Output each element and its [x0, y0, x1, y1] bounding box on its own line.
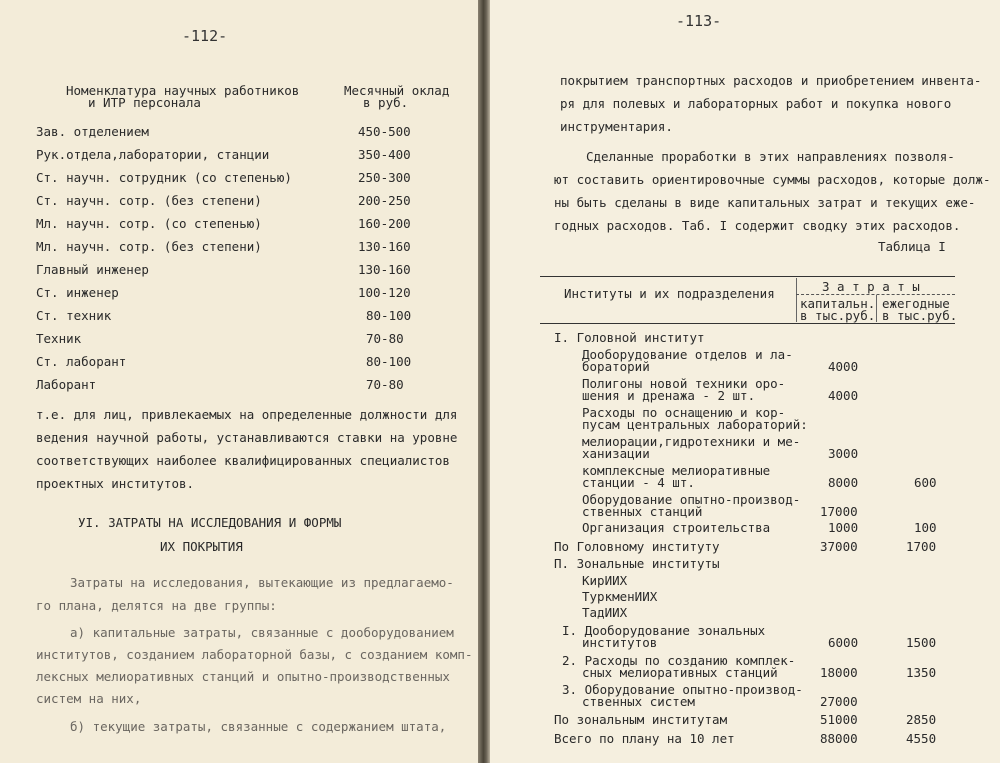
position-cell: Ст. техник — [36, 308, 112, 323]
capital-cell: 8000 — [828, 475, 859, 490]
salary-cell: 160-200 — [358, 216, 411, 231]
body-line: институтов, созданием лабораторной базы, с созданием комп- — [36, 647, 473, 662]
capital-cell: 51000 — [820, 712, 858, 727]
table-row-label: пусам центральных лабораторий: — [582, 417, 808, 432]
table-row-label: ственных станций — [582, 504, 703, 519]
annual-cell: 2850 — [906, 712, 937, 727]
position-cell: Рук.отдела,лаборатории, станции — [36, 147, 270, 162]
position-cell: Мл. научн. сотр. (со степенью) — [36, 216, 262, 231]
salary-cell: 200-250 — [358, 193, 411, 208]
table-row-label: станции - 4 шт. — [582, 475, 695, 490]
capital-cell: 17000 — [820, 504, 858, 519]
table-top-rule — [540, 276, 955, 277]
salary-cell: 130-160 — [358, 262, 411, 277]
section-title-2: ИХ ПОКРЫТИЯ — [160, 539, 243, 554]
body-line: лексных мелиоративных станций и опытно-производственных — [36, 669, 450, 684]
annual-cell: 4550 — [906, 731, 937, 746]
table-row-label: Дооборудование отделов и ла- — [582, 347, 793, 362]
table-row-label: Полигоны новой техники оро- — [582, 376, 786, 391]
capital-cell: 4000 — [828, 359, 859, 374]
annual-cell: 100 — [914, 520, 937, 535]
table-row-label: ственных систем — [582, 694, 695, 709]
body-line: систем на них, — [36, 691, 142, 706]
capital-cell: 6000 — [828, 635, 859, 650]
table-row-label: Оборудование опытно-производ- — [582, 492, 801, 507]
table-header-salary-2: в руб. — [363, 95, 409, 110]
capital-cell: 4000 — [828, 388, 859, 403]
body-line: а) капитальные затраты, связанные с дооборудованием — [70, 625, 454, 640]
table-row-label: ТуркменИИХ — [582, 589, 658, 604]
body-line: ют составить ориентировочные суммы расходов, которые долж- — [554, 172, 991, 187]
table-row-label: 2. Расходы по созданию комплек- — [562, 653, 796, 668]
body-line: Сделанные проработки в этих направлениях позволя- — [586, 149, 955, 164]
column-divider — [796, 278, 797, 322]
table-row-label: Организация строительства — [582, 520, 771, 535]
table-header-rule — [540, 323, 955, 324]
salary-cell: 70-80 — [366, 377, 404, 392]
table-header-salary: Месячный оклад — [344, 83, 450, 98]
body-line: ря для полевых и лабораторных работ и покупка нового — [560, 96, 952, 111]
salary-cell: 350-400 — [358, 147, 411, 162]
table-row-label: По Головному институту — [554, 539, 720, 554]
body-line: Затраты на исследования, вытекающие из предлагаемо- — [70, 575, 454, 590]
capital-cell: 88000 — [820, 731, 858, 746]
annual-cell: 1700 — [906, 539, 937, 554]
salary-cell: 100-120 — [358, 285, 411, 300]
salary-cell: 450-500 — [358, 124, 411, 139]
column-header-annual-2: в тыс.руб. — [882, 308, 958, 323]
table-row-label: КирИИХ — [582, 573, 628, 588]
book-gutter — [478, 0, 490, 763]
salary-cell: 130-160 — [358, 239, 411, 254]
table-row-label: Всего по плану на 10 лет — [554, 731, 735, 746]
table-row-label: П. Зональные институты — [554, 556, 720, 571]
capital-cell: 3000 — [828, 446, 859, 461]
body-line: годных расходов. Таб. I содержит сводку этих расходов. — [554, 218, 961, 233]
table-row-label: Расходы по оснащению и кор- — [582, 405, 786, 420]
table-row-label: сных мелиоративных станций — [582, 665, 778, 680]
table-row-label: I. Дооборудование зональных — [562, 623, 766, 638]
page-number: -113- — [676, 12, 722, 30]
salary-cell: 80-100 — [366, 308, 412, 323]
annual-cell: 600 — [914, 475, 937, 490]
section-title: УI. ЗАТРАТЫ НА ИССЛЕДОВАНИЯ И ФОРМЫ — [78, 515, 342, 530]
salary-cell: 250-300 — [358, 170, 411, 185]
body-line: б) текущие затраты, связанные с содержанием штата, — [70, 719, 447, 734]
position-cell: Зав. отделением — [36, 124, 149, 139]
position-cell: Ст. научн. сотр. (без степени) — [36, 193, 262, 208]
column-header-capital-2: в тыс.руб. — [800, 308, 876, 323]
capital-cell: 1000 — [828, 520, 859, 535]
capital-cell: 37000 — [820, 539, 858, 554]
salary-cell: 70-80 — [366, 331, 404, 346]
left-page — [0, 0, 478, 763]
table-header-position: Номенклатура научных работников — [66, 83, 300, 98]
capital-cell: 18000 — [820, 665, 858, 680]
table-row-label: комплексные мелиоративные — [582, 463, 771, 478]
body-line: покрытием транспортных расходов и приобретением инвента- — [560, 73, 982, 88]
table-row-label: мелиорации,гидротехники и ме- — [582, 434, 801, 449]
salary-cell: 80-100 — [366, 354, 412, 369]
table-row-label: 3. Оборудование опытно-производ- — [562, 682, 803, 697]
table-row-label: бораторий — [582, 359, 650, 374]
table-row-label: По зональным институтам — [554, 712, 728, 727]
position-cell: Ст. научн. сотрудник (со степенью) — [36, 170, 292, 185]
capital-cell: 27000 — [820, 694, 858, 709]
body-line: го плана, делятся на две группы: — [36, 598, 277, 613]
position-cell: Главный инженер — [36, 262, 149, 277]
table-header-position-2: и ИТР персонала — [88, 95, 201, 110]
position-cell: Ст. инженер — [36, 285, 119, 300]
position-cell: Ст. лаборант — [36, 354, 127, 369]
column-header-capital: капитальн. — [800, 296, 876, 311]
column-header-annual: ежегодные — [882, 296, 950, 311]
column-divider — [876, 295, 877, 322]
table-row-label: ханизации — [582, 446, 650, 461]
table-row-label: ТадИИХ — [582, 605, 628, 620]
table-row-label: шения и дренажа - 2 шт. — [582, 388, 756, 403]
body-line: т.е. для лиц, привлекаемых на определенные должности для — [36, 407, 458, 422]
column-header-costs: З а т р а т ы — [822, 279, 920, 294]
column-header-institutes: Институты и их подразделения — [564, 286, 775, 301]
body-line: ны быть сделаны в виде капитальных затрат и текущих еже- — [554, 195, 976, 210]
right-page — [490, 0, 1000, 763]
body-line: проектных институтов. — [36, 476, 195, 491]
page-number: -112- — [182, 27, 228, 45]
position-cell: Мл. научн. сотр. (без степени) — [36, 239, 262, 254]
body-line: ведения научной работы, устанавливаются ставки на уровне — [36, 430, 458, 445]
table-row-label: I. Головной институт — [554, 330, 705, 345]
table-label: Таблица I — [878, 239, 946, 254]
annual-cell: 1500 — [906, 635, 937, 650]
table-row-label: институтов — [582, 635, 658, 650]
position-cell: Техник — [36, 331, 82, 346]
body-line: инструментария. — [560, 119, 673, 134]
position-cell: Лаборант — [36, 377, 97, 392]
body-line: соответствующих наиболее квалифицированных специалистов — [36, 453, 450, 468]
annual-cell: 1350 — [906, 665, 937, 680]
